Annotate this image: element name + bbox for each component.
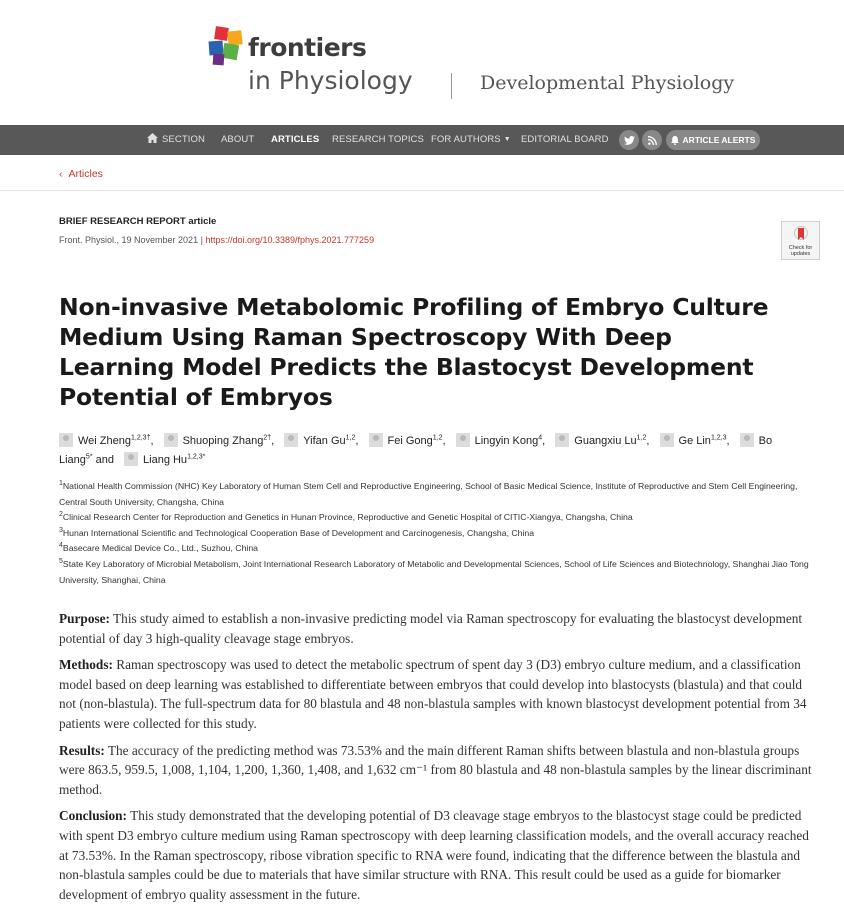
article-meta bbox=[59, 235, 374, 245]
bookmark-icon bbox=[794, 226, 808, 244]
author-affiliation-marker: 1,2 bbox=[345, 434, 356, 442]
twitter-button[interactable] bbox=[619, 130, 639, 150]
affiliation-number: 4 bbox=[59, 542, 63, 550]
author-name: Shuoping Zhang bbox=[182, 435, 264, 447]
author-joiner: and bbox=[92, 454, 118, 466]
affiliation-text: State Key Laboratory of Microbial Metabolism, Joint International Research Laboratory of Metabolic and Developmental Sciences, School of Life Sciences and Biotechnology, Shanghai Jiao Tong University, Shanghai, China bbox=[59, 558, 809, 585]
breadcrumb[interactable] bbox=[59, 168, 103, 180]
author-name: Yifan Gu bbox=[303, 435, 346, 447]
avatar-icon bbox=[124, 452, 138, 466]
author-separator: , bbox=[355, 435, 362, 447]
author-name: Ge Lin bbox=[678, 435, 711, 447]
abstract-text: This study aimed to establish a non-invasive predicting model via Raman spectroscopy for evaluating the blastocyst development potential of day 3 high-quality cleavage stage embryos. bbox=[59, 611, 803, 646]
author-separator: , bbox=[726, 435, 733, 447]
author[interactable] bbox=[456, 435, 543, 447]
nav-item-editorial-board[interactable]: EDITORIAL BOARD bbox=[521, 134, 609, 145]
author[interactable] bbox=[59, 435, 150, 447]
author-name: Lingyin Kong bbox=[474, 435, 539, 447]
breadcrumb-label: Articles bbox=[68, 168, 103, 180]
author[interactable] bbox=[284, 435, 355, 447]
abstract-text: The accuracy of the predicting method was 73.53% and the main different Raman shifts between blastula and non-blastula groups were 863.5, 959.5, 1,008, 1,104, 1,200, 1,360, 1,408, and 1,632 cm⁻¹ from 80 blastula and 48 non-blastula samples by the linear discriminant method. bbox=[59, 742, 812, 797]
author-affiliation-marker: 1,2,3 bbox=[710, 434, 727, 442]
abstract-section bbox=[59, 655, 817, 733]
author-affiliation-marker: 1,2,3* bbox=[187, 453, 206, 461]
affiliation bbox=[59, 557, 824, 588]
author-separator: , bbox=[150, 435, 157, 447]
rss-button[interactable] bbox=[642, 130, 662, 150]
affiliation-text: Hunan International Scientific and Technological Cooperation Base of Development and Carcinogenesis, Changsha, China bbox=[62, 527, 535, 538]
avatar-icon bbox=[59, 433, 73, 447]
caret-down-icon: ▼ bbox=[503, 136, 511, 143]
avatar-icon bbox=[660, 433, 674, 447]
meta-separator: | bbox=[200, 235, 206, 245]
abstract-section bbox=[59, 806, 817, 904]
author[interactable] bbox=[164, 435, 272, 447]
affiliation-number: 1 bbox=[59, 480, 63, 488]
affiliation-text: National Health Commission (NHC) Key Laboratory of Human Stem Cell and Reproductive Engineering, School of Basic Medical Science, Institute of Reproductive and Stem Cell Engineering, Central South University, Changsha, China bbox=[59, 481, 798, 507]
section-name[interactable]: Developmental Physiology bbox=[480, 72, 735, 94]
home-icon bbox=[147, 133, 158, 143]
author[interactable] bbox=[660, 435, 727, 447]
avatar-icon bbox=[369, 433, 383, 447]
logo-block-purple bbox=[213, 54, 225, 66]
author-separator: , bbox=[271, 435, 278, 447]
abstract bbox=[59, 609, 817, 911]
abstract-section bbox=[59, 609, 817, 648]
abstract-section bbox=[59, 741, 817, 800]
rss-icon bbox=[648, 136, 657, 145]
doi-link[interactable]: https://doi.org/10.3389/fphys.2021.777259 bbox=[205, 235, 375, 245]
logo-block-green bbox=[222, 43, 239, 60]
author-separator: , bbox=[442, 435, 449, 447]
affiliation-text: Basecare Medical Device Co., Ltd., Suzhou, China bbox=[62, 543, 258, 554]
site-header bbox=[0, 0, 844, 125]
affiliation-text: Clinical Research Center for Reproduction and Genetics in Hunan Province, Reproductive and Genetic Hospital of CITIC-Xiangya, Changsha, China bbox=[62, 512, 633, 523]
check-for-updates-badge[interactable] bbox=[781, 221, 820, 260]
author-separator: , bbox=[646, 435, 653, 447]
abstract-text: This study demonstrated that the developing potential of D3 cleavage stage embryos to the blastocyst stage could be predicted with spent D3 embryo culture medium using Raman spectroscopy with deep learning classification models, and the overall accuracy reached at 73.53%. In the Raman spectroscopy, ribose vibration specific to RNA were found, indicating that the difference between the blastula and non-blastula samples could be due to materials that have similar structure with RNA. This result could be used as a guide for biomarker development of embryo quality assessment in the future. bbox=[59, 808, 809, 902]
brand-name[interactable]: frontiers bbox=[248, 33, 367, 62]
affiliation bbox=[59, 526, 824, 542]
article-type: BRIEF RESEARCH REPORT article bbox=[59, 216, 217, 227]
nav-item-for-authors[interactable] bbox=[431, 125, 511, 155]
avatar-icon bbox=[555, 433, 569, 447]
nav-item-research-topics[interactable]: RESEARCH TOPICS bbox=[332, 134, 424, 145]
author[interactable] bbox=[555, 435, 646, 447]
author-affiliation-marker: 4 bbox=[538, 434, 543, 442]
affiliation bbox=[59, 479, 824, 510]
article-alerts-label: ARTICLE ALERTS bbox=[682, 135, 756, 145]
article-alerts-button[interactable] bbox=[666, 130, 760, 150]
avatar-icon bbox=[164, 433, 178, 447]
author-affiliation-marker: 1,2 bbox=[432, 434, 443, 442]
author-name: Liang Hu bbox=[143, 454, 188, 466]
author-name: Bo Liang bbox=[59, 435, 773, 466]
check-for-updates-label: Check for updates bbox=[788, 245, 813, 257]
author-affiliation-marker: 5* bbox=[85, 453, 93, 461]
author-name: Fei Gong bbox=[387, 435, 433, 447]
twitter-icon bbox=[624, 136, 635, 145]
abstract-label: Conclusion: bbox=[59, 808, 127, 824]
author-affiliation-marker: 1,2,3† bbox=[131, 434, 151, 442]
author[interactable] bbox=[124, 454, 205, 466]
author-name: Wei Zheng bbox=[78, 435, 131, 447]
affiliation-number: 2 bbox=[59, 511, 63, 519]
nav-item-articles[interactable]: ARTICLES bbox=[271, 134, 320, 145]
divider bbox=[0, 190, 844, 191]
abstract-label: Purpose: bbox=[59, 611, 110, 626]
author-separator: , bbox=[542, 435, 549, 447]
avatar-icon bbox=[740, 433, 754, 447]
affiliation bbox=[59, 541, 824, 557]
bell-icon bbox=[671, 136, 679, 145]
author-affiliation-marker: 1,2 bbox=[636, 434, 647, 442]
author[interactable] bbox=[369, 435, 443, 447]
journal-date: Front. Physiol., 19 November 2021 bbox=[59, 235, 199, 245]
journal-name[interactable]: in Physiology bbox=[248, 66, 413, 95]
abstract-label: Results: bbox=[59, 742, 105, 758]
abstract-label: Methods: bbox=[59, 657, 113, 673]
nav-label-for-authors: FOR AUTHORS bbox=[431, 134, 501, 145]
frontiers-logo-icon[interactable] bbox=[209, 27, 245, 67]
chevron-left-icon: ‹ bbox=[59, 168, 63, 180]
nav-item-about[interactable]: ABOUT bbox=[221, 134, 255, 145]
affiliation-number: 3 bbox=[59, 526, 63, 534]
abstract-text: Raman spectroscopy was used to detect the metabolic spectrum of spent day 3 (D3) embryo culture medium, and a classification model based on deep learning was established to differentiate between embryos that could develop into blastocysts (blastula) and that could not (non-blastula). The full-spectrum data for 80 blastula and 48 non-blastula samples with known blastocyst development potential from 34 patients were collected for this study. bbox=[59, 657, 807, 731]
affiliation-number: 5 bbox=[59, 558, 63, 566]
nav-item-section[interactable] bbox=[147, 125, 205, 155]
avatar-icon bbox=[456, 433, 470, 447]
author-list bbox=[59, 432, 799, 470]
author-name: Guangxiu Lu bbox=[574, 435, 637, 447]
affiliation bbox=[59, 510, 824, 526]
avatar-icon bbox=[284, 433, 298, 447]
article-title: Non-invasive Metabolomic Profiling of Embryo Culture Medium Using Raman Spectroscopy With Deep Learning Model Predicts the Blastocyst Development Potential of Embryos bbox=[59, 293, 769, 411]
affiliation-list bbox=[59, 479, 824, 588]
main-nav bbox=[0, 125, 844, 155]
author-affiliation-marker: 2† bbox=[263, 434, 272, 442]
nav-label-section: SECTION bbox=[162, 134, 205, 145]
header-divider bbox=[451, 73, 452, 99]
